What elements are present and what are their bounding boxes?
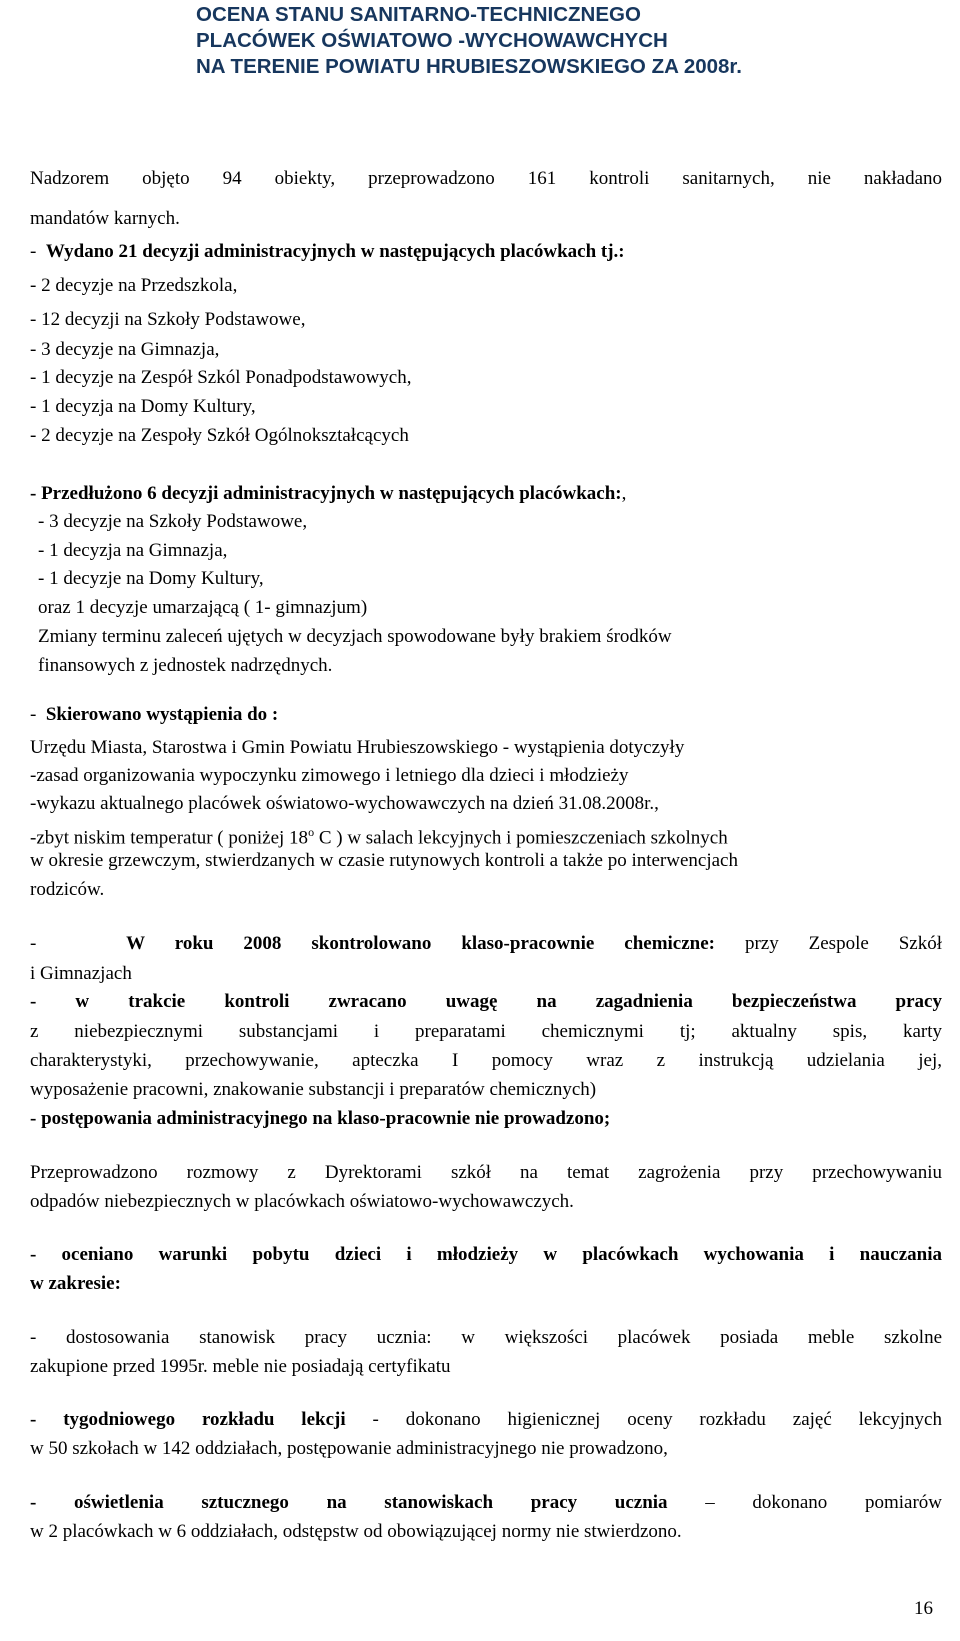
paragraph-line xyxy=(30,1408,942,1432)
section2-note: finansowych z jednostek nadrzędnych. xyxy=(38,655,333,676)
paragraph-bold: - tygodniowego rozkładu lekcji xyxy=(30,1409,346,1430)
section3-line: rodziców. xyxy=(30,879,105,900)
paragraph-line xyxy=(30,1491,942,1515)
section3-line-tail: , xyxy=(654,793,659,814)
section2-heading-text: - Przedłużono 6 decyzji administracyjnych w następujących placówkach: xyxy=(30,483,622,504)
section3-line xyxy=(30,792,659,816)
section4-line: wyposażenie pracowni, znakowanie substancji i preparatów chemicznych) xyxy=(30,1079,597,1100)
title-line-1: OCENA STANU SANITARNO-TECHNICZNEGO xyxy=(196,3,641,26)
section4-heading-bold: W roku 2008 skontrolowano klaso-pracownie chemiczne: xyxy=(126,933,715,954)
paragraph-line: w 2 placówkach w 6 oddziałach, odstępstw od obowiązującej normy nie stwierdzono. xyxy=(30,1521,682,1542)
section3-temp-post: C ) w salach lekcyjnych i pomieszczeniach szkolnych xyxy=(314,827,728,849)
section3-line: w okresie grzewczym, stwierdzanych w czasie rutynowych kontroli a także po interwencjach xyxy=(30,850,738,871)
section1-item: - 2 decyzje na Zespoły Szkół Ogólnokształcących xyxy=(30,425,409,446)
section3-heading: - Skierowano wystąpienia do : xyxy=(30,704,279,725)
section1-item: - 1 decyzje na Zespół Szkól Ponadpodstawowych, xyxy=(30,367,412,388)
section2-item: - 1 decyzja na Gimnazja, xyxy=(38,540,228,561)
paragraph-line: zakupione przed 1995r. meble nie posiadają certyfikatu xyxy=(30,1356,451,1377)
section1-item: - 1 decyzja na Domy Kultury, xyxy=(30,396,256,417)
section4-line: - postępowania administracyjnego na klaso-pracownie nie prowadzono; xyxy=(30,1108,611,1129)
paragraph-line: Przeprowadzono rozmowy z Dyrektorami szkół na temat zagrożenia przy przechowywaniu xyxy=(30,1162,942,1183)
section2-note: Zmiany terminu zaleceń ujętych w decyzjach spowodowane były brakiem środków xyxy=(38,626,672,647)
section4-line: z niebezpiecznymi substancjami i preparatami chemicznymi tj; aktualny spis, karty xyxy=(30,1021,942,1042)
paragraph-line: w zakresie: xyxy=(30,1273,121,1294)
section4-line: i Gimnazjach xyxy=(30,963,132,984)
section1-heading: - Wydano 21 decyzji administracyjnych w następujących placówkach tj.: xyxy=(30,241,625,262)
section2-heading-tail: , xyxy=(621,483,627,504)
title-line-3: NA TERENIE POWIATU HRUBIESZOWSKIEGO ZA 2008r. xyxy=(196,55,742,78)
page-number: 16 xyxy=(914,1598,933,1619)
section4-heading-rest: przy Zespole Szkół xyxy=(715,933,943,954)
paragraph-bold: - oświetlenia sztucznego na stanowiskach pracy ucznia xyxy=(30,1492,668,1513)
paragraph-rest: – dokonano pomiarów xyxy=(667,1492,942,1513)
paragraph-line: w 50 szkołach w 142 oddziałach, postępowanie administracyjnego nie prowadzono, xyxy=(30,1438,668,1459)
paragraph-line: odpadów niebezpiecznych w placówkach oświatowo-wychowawczych. xyxy=(30,1191,574,1212)
section1-item: - 2 decyzje na Przedszkola, xyxy=(30,275,238,296)
section3-line-text: -wykazu aktualnego placówek oświatowo-wychowawczych na dzień 31.08.2008r. xyxy=(30,793,655,814)
section4-line: - w trakcie kontroli zwracano uwagę na zagadnienia bezpieczeństwa pracy xyxy=(30,991,942,1012)
section2-item: oraz 1 decyzje umarzającą ( 1- gimnazjum) xyxy=(38,597,368,618)
degree-sup: o xyxy=(308,825,315,839)
section3-line: -zasad organizowania wypoczynku zimowego i letniego dla dzieci i młodzieży xyxy=(30,765,629,786)
section3-heading-text: Skierowano wystąpienia do : xyxy=(45,704,279,725)
paragraph-rest: - dokonano higienicznej oceny rozkładu zajęć lekcyjnych xyxy=(345,1409,942,1430)
section1-item: - 3 decyzje na Gimnazja, xyxy=(30,339,220,360)
intro-line-1: Nadzorem objęto 94 obiekty, przeprowadzono 161 kontroli sanitarnych, nie nakładano xyxy=(30,168,942,189)
paragraph-line: - oceniano warunki pobytu dzieci i młodzieży w placówkach wychowania i nauczania xyxy=(30,1244,942,1265)
section1-heading-text: Wydano 21 decyzji administracyjnych w następujących placówkach tj.: xyxy=(45,241,625,262)
intro-line-2: mandatów karnych. xyxy=(30,208,180,229)
section4-heading: - W roku 2008 skontrolowano klaso-pracownie chemiczne: przy Zespole Szkół xyxy=(30,933,943,954)
section2-item: - 3 decyzje na Szkoły Podstawowe, xyxy=(38,511,308,532)
paragraph-line: - dostosowania stanowisk pracy ucznia: w większości placówek posiada meble szkolne xyxy=(30,1327,942,1348)
section2-heading xyxy=(30,482,626,506)
section1-item: - 12 decyzji na Szkoły Podstawowe, xyxy=(30,309,306,330)
section3-line xyxy=(30,820,728,850)
section4-line: charakterystyki, przechowywanie, apteczka I pomocy wraz z instrukcją udzielania jej, xyxy=(30,1050,942,1071)
section3-line: Urzędu Miasta, Starostwa i Gmin Powiatu Hrubieszowskiego - wystąpienia dotyczyły xyxy=(30,737,685,758)
section2-item: - 1 decyzje na Domy Kultury, xyxy=(38,568,264,589)
title-line-2: PLACÓWEK OŚWIATOWO -WYCHOWAWCHYCH xyxy=(196,29,668,52)
section3-temp-pre: -zbyt niskim temperatur ( poniżej 18 xyxy=(30,827,309,849)
